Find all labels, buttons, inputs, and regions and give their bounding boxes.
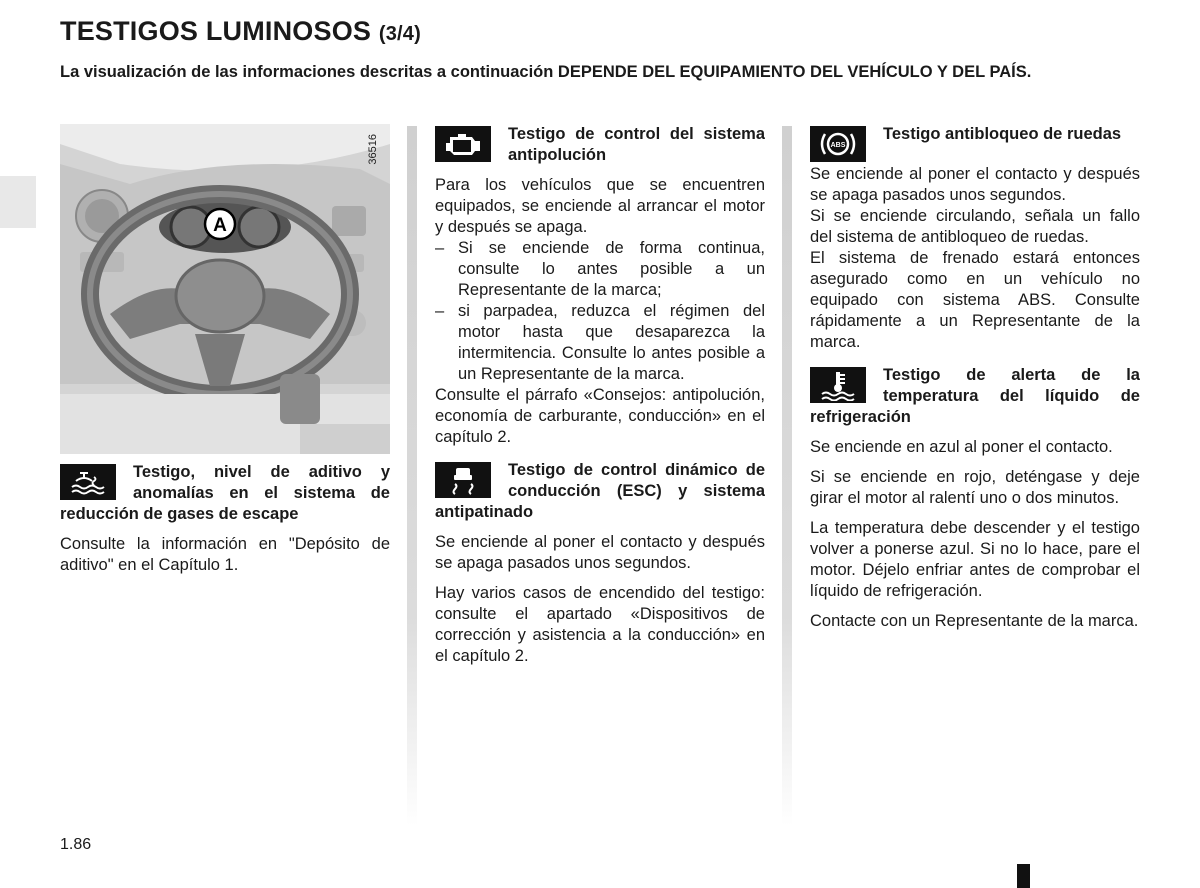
column-2 [435, 124, 765, 667]
entry-heading-text: Testigo de control del sistema antipolución [508, 125, 765, 164]
abs-icon [810, 126, 866, 162]
entry-heading-text: Testigo de control dinámico de conducción (ESC) y sistema antipatinado [435, 461, 765, 521]
entry-heading-additive [60, 462, 390, 525]
paragraph: Consulte la información en "Depósito de aditivo" en el Capítulo 1. [60, 535, 390, 574]
additive-level-icon [60, 464, 116, 500]
column-separator [782, 126, 792, 826]
column-separator [407, 126, 417, 826]
page-subtitle: La visualización de las informaciones descritas a continuación DEPENDE DEL EQUIPAMIENTO DEL VEHÍCULO Y DEL PAÍS. [60, 63, 1032, 81]
paragraph: Si se enciende en rojo, deténgase y deje girar el motor al ralentí uno o dos minutos. [810, 468, 1140, 507]
callout-label: A [213, 215, 227, 236]
dashboard-illustration [60, 124, 390, 454]
paragraph: Se enciende en azul al poner el contacto. [810, 438, 1113, 456]
steering-wheel-drawing [60, 124, 390, 454]
esc-skid-icon [435, 462, 491, 498]
page-title: TESTIGOS LUMINOSOS (3/4) [60, 16, 421, 46]
entry-heading-text: Testigo antibloqueo de ruedas [883, 125, 1122, 143]
svg-text:ABS: ABS [830, 142, 846, 149]
paragraph: Para los vehículos que se encuentren equipados, se enciende al arrancar el motor y después se apaga. [435, 176, 765, 236]
paragraph: Consulte el párrafo «Consejos: antipolución, economía de carburante, conducción» en el capítulo 2. [435, 386, 765, 446]
bullet-item: – Si se enciende de forma continua, consulte lo antes posible a un Representante de la marca; [435, 239, 765, 299]
entry-heading-text: Testigo, nivel de aditivo y anomalías en el sistema de reducción de gases de escape [60, 463, 390, 523]
bullet-item: – si parpadea, reduzca el régimen del motor hasta que desaparezca la intermitencia. Consulte lo antes posible a un Representante de la marca. [435, 302, 765, 383]
paragraph: Si se enciende circulando, señala un fallo del sistema de antibloqueo de ruedas. [810, 207, 1140, 246]
entry-heading-antipollution [435, 124, 765, 166]
entry-heading-abs [810, 124, 1140, 164]
paragraph: Se enciende al poner el contacto y después se apaga pasados unos segundos. [435, 533, 765, 572]
page-number: 1.86 [60, 836, 92, 853]
entry-heading-text: Testigo de alerta de la temperatura del líquido de refrigeración [810, 366, 1140, 426]
paragraph: El sistema de frenado estará entonces asegurado como en un vehículo no equipado con sistema ABS. Consulte rápidamente a un Representante de la marca. [810, 249, 1140, 351]
entry-heading-esc [435, 460, 765, 523]
page-part: (3/4) [378, 23, 421, 45]
engine-check-icon [435, 126, 491, 162]
paragraph: La temperatura debe descender y el testigo volver a ponerse azul. Si no lo hace, pare el motor. Déjelo enfriar antes de comprobar el líquido de refrigeración. [810, 519, 1140, 600]
paragraph: Se enciende al poner el contacto y después se apaga pasados unos segundos. [810, 165, 1140, 204]
coolant-temperature-icon [810, 367, 866, 403]
page-edge-marker [1017, 864, 1030, 888]
entry-heading-coolant [810, 365, 1140, 428]
paragraph: Contacte con un Representante de la marca. [810, 612, 1139, 630]
chapter-tab [0, 176, 36, 228]
column-1 [60, 124, 390, 576]
figure-number: 36516 [367, 134, 379, 165]
paragraph: Hay varios casos de encendido del testigo: consulte el apartado «Dispositivos de corrección y asistencia a la conducción» en el capítulo 2. [435, 584, 765, 665]
column-3 [810, 124, 1140, 632]
